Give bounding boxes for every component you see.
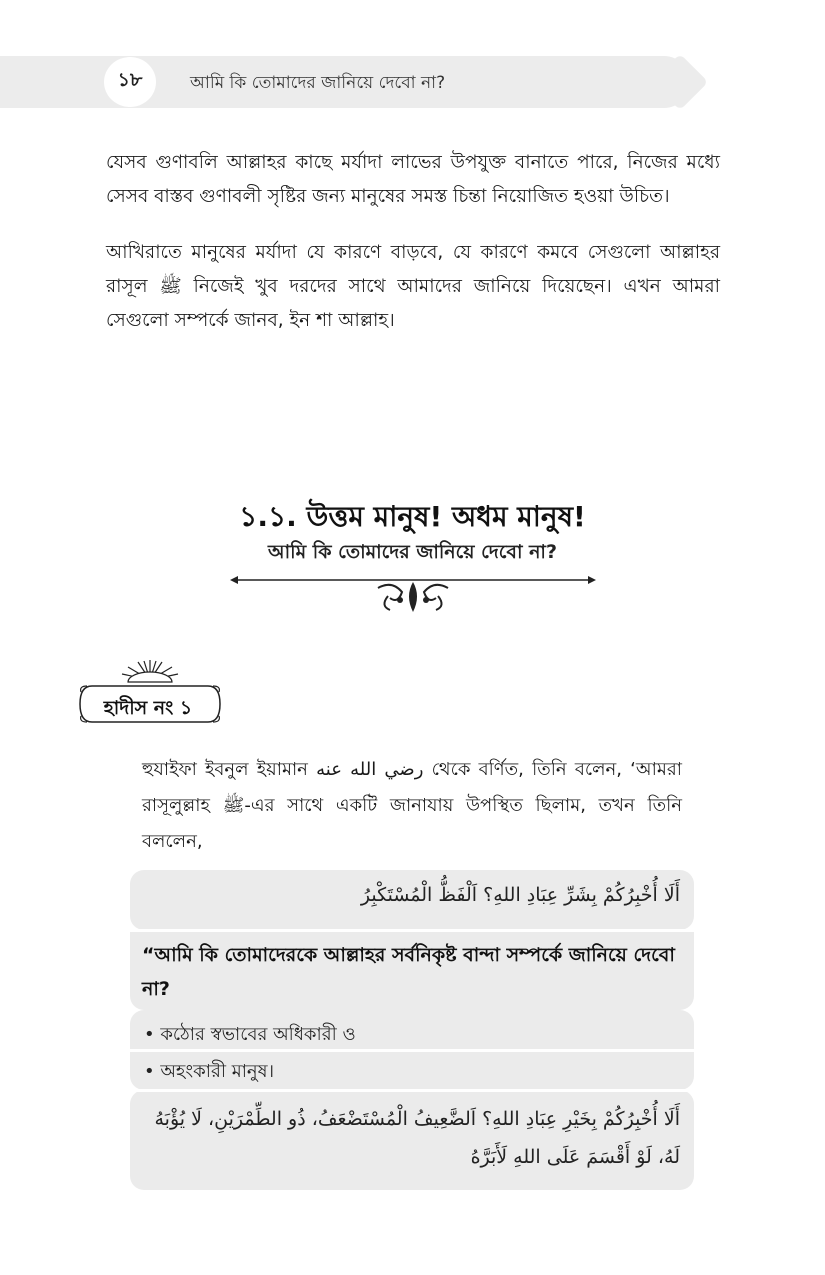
section-subtitle: আমি কি তোমাদের জানিয়ে দেবো না? <box>268 541 557 563</box>
arabic-text-2: أَلَا أُخْبِرُكُمْ بِخَيْرِ عِبَادِ اللهِ؟ اَلضَّعِيفُ الْمُسْتَضْعَفُ، ذُو الطِّمْرَيْنِ، لَا يُؤْبَهُ لَهُ، لَوْ أَقْسَمَ عَلَى اللهِ لَأَبَرَّهُ <box>154 1108 680 1168</box>
hadith-number: হাদীস নং ১ <box>103 697 193 719</box>
arabic-text-1: أَلَا أُخْبِرُكُمْ بِشَرِّ عِبَادِ اللهِ؟ اَلْفَظُّ الْمُسْتَكْبِرُ <box>360 884 680 906</box>
hadith-quote: “আমি কি তোমাদেরকে আল্লাহর সর্বনিকৃষ্ট বান্দা সম্পর্কে জানিয়ে দেবো না? <box>142 944 675 1000</box>
list-item: • অহংকারী মানুষ। <box>144 1061 275 1082</box>
paragraph-2: আখিরাতে মানুষের মর্যাদা যে কারণে বাড়বে, যে কারণে কমবে সেগুলো আল্লাহর রাসূল ﷺ নিজেই খুব দরদের সাথে আমাদের জানিয়ে দিয়েছেন। এখন আমরা সেগুলো সম্পর্কে জানব, ইন শা আল্লাহ। <box>106 242 720 331</box>
box-divider <box>130 929 694 932</box>
paragraph-1: যেসব গুণাবলি আল্লাহর কাছে মর্যাদা লাভের উপযুক্ত বানাতে পারে, নিজের মধ্যে সেসব বাস্তব গুণাবলী সৃষ্টির জন্য মানুষের সমস্ত চিন্তা নিয়োজিত হওয়া উচিত। <box>106 152 720 207</box>
hadith-narration: হুযাইফা ইবনুল ইয়ামান رضي الله عنه থেকে বর্ণিত, তিনি বলেন, ‘আমরা রাসূলুল্লাহ ﷺ-এর সাথে একটি জানাযায় উপস্থিত ছিলাম, তখন তিনি বললেন, <box>142 759 683 852</box>
hadith-badge <box>78 658 223 742</box>
page-number: ১৮ <box>104 57 156 107</box>
section-title: ১.১. উত্তম মানুষ! অধম মানুষ! <box>239 500 586 533</box>
divider-ornament-icon <box>228 566 598 616</box>
running-title: আমি কি তোমাদের জানিয়ে দেবো না? <box>190 73 446 93</box>
list-item: • কঠোর স্বভাবের অধিকারী ও <box>144 1024 356 1045</box>
box-divider <box>130 1089 694 1092</box>
